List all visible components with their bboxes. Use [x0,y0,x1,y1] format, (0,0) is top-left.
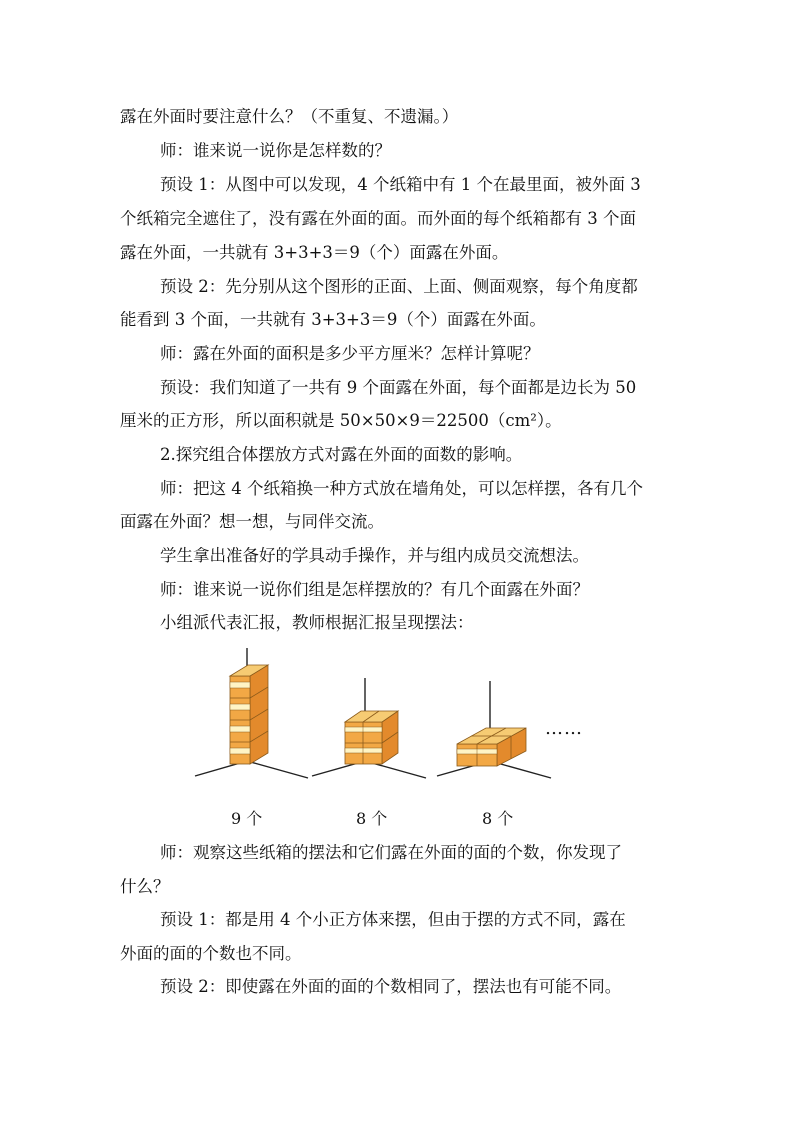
paragraph-line: 预设 1：从图中可以发现，4 个纸箱中有 1 个在最里面，被外面 3 [160,175,641,194]
arrangement-flat-2x2 [437,681,551,778]
paragraph-line: 预设 1：都是用 4 个小正方体来摆，但由于摆的方式不同，露在 [160,910,626,929]
paragraph-line: 个纸箱完全遮住了，没有露在外面的面。而外面的每个纸箱都有 3 个面 [120,209,636,228]
paragraph-line: 小组派代表汇报，教师根据汇报呈现摆法： [160,613,474,632]
paragraph-line: 师：谁来说一说你们组是怎样摆放的？有几个面露在外面？ [160,580,589,599]
paragraph-line: 什么？ [120,877,170,896]
paragraph-line: 能看到 3 个面，一共就有 3+3+3＝9（个）面露在外面。 [120,310,546,329]
paragraph-line: 预设：我们知道了一共有 9 个面露在外面，每个面都是边长为 50 [160,378,637,397]
section-heading: 2.探究组合体摆放方式对露在外面的面数的影响。 [160,445,523,464]
arrangement-stack-4 [195,648,308,778]
figure-caption-1: 9 个 [231,809,263,828]
paragraph-line: 面露在外面？想一想，与同伴交流。 [120,512,384,531]
arrangement-block-2x2 [312,678,426,778]
paragraph-line: 学生拿出准备好的学具动手操作，并与组内成员交流想法。 [160,546,589,565]
paragraph-line: 露在外面，一共就有 3+3+3＝9（个）面露在外面。 [120,243,509,262]
figure-caption-2: 8 个 [356,809,388,828]
ellipsis: …… [545,718,583,739]
figure-caption-3: 8 个 [482,809,514,828]
paragraph-line: 师：露在外面的面积是多少平方厘米？怎样计算呢？ [160,344,540,363]
paragraph-line: 师：观察这些纸箱的摆法和它们露在外面的面的个数，你发现了 [160,843,622,862]
paragraph-line: 师：谁来说一说你是怎样数的？ [160,141,391,160]
paragraph-line: 预设 2：先分别从这个图形的正面、上面、侧面观察，每个角度都 [160,277,638,296]
paragraph-line: 露在外面时要注意什么？（不重复、不遗漏。） [120,107,459,126]
paragraph-line: 外面的面的个数也不同。 [120,944,302,963]
paragraph-line: 预设 2：即使露在外面的面的个数相同了，摆法也有可能不同。 [160,977,622,996]
box-arrangements-figure [190,648,570,783]
paragraph-line: 厘米的正方形，所以面积就是 50×50×9＝22500（cm²）。 [120,411,562,430]
paragraph-line: 师：把这 4 个纸箱换一种方式放在墙角处，可以怎样摆，各有几个 [160,479,643,498]
